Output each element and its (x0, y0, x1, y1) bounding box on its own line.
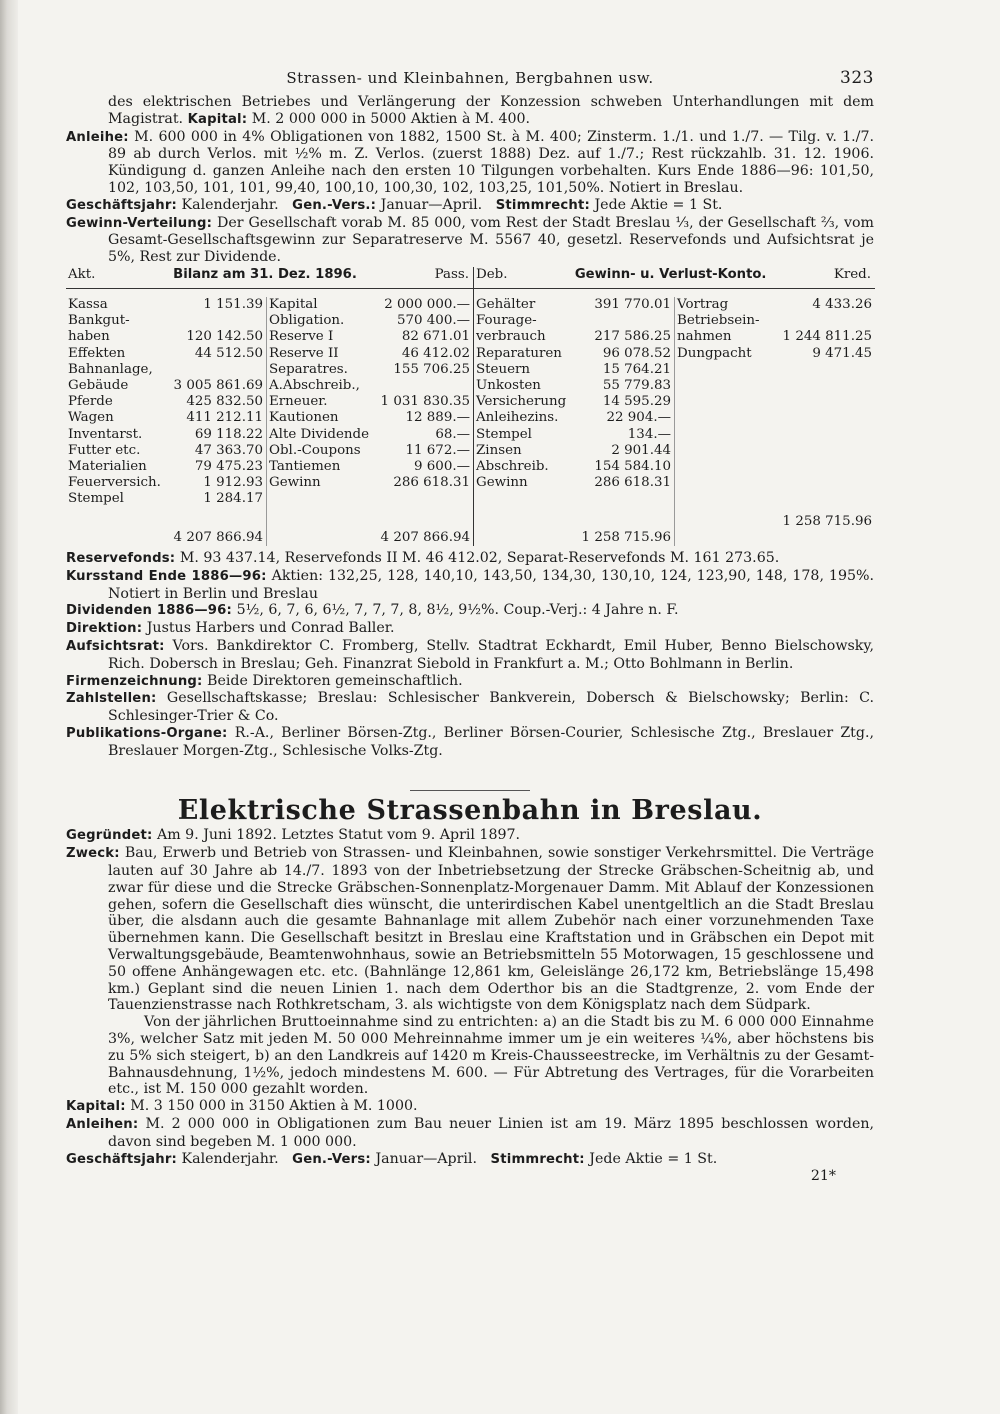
guv-debit-row-label: Anleihezins. (476, 410, 559, 426)
gegruendet-entry (66, 827, 874, 845)
aktiva-row-value: 411 212.11 (186, 410, 263, 426)
anleihe-text: M. 600 000 in 4% Obligationen von 1882, 1500 St. à M. 400; Zinsterm. 1./1. und 1./7. — Tilg. v. 1./7. 89 ab durch Verlos. mit ½% m. Z. Verlos. (zuerst 1888) Dez. auf 1./7.; Rest rückzahlb. 31. 12. 1906. Kündigung d. ganzen Anleihe nach den ersten 10 Tilgungen vorbehalten. Kurs Ende 1886—96: 101,50, 102, 103,50, 101, 101, 99,40, 100,10, 100,30, 102, 103,25, 101,50%. Notiert in Breslau. (108, 128, 874, 196)
firmenzeichnung-label: Firmenzeichnung: (66, 673, 203, 689)
passiva-row-label: Obl.-Coupons (269, 442, 361, 458)
gewinn-verteilung-label: Gewinn-Verteilung: (66, 215, 213, 231)
guv-debit-row (476, 313, 671, 329)
guv-debit-row (476, 297, 671, 313)
aktiva-row (68, 313, 263, 329)
gewinn-verteilung-entry (66, 215, 874, 266)
passiva-row (269, 346, 470, 362)
intro-text: des elektrischen Betriebes und Verlängerung der Konzession schweben Unterhandlungen mit dem Magistrat. (108, 94, 874, 127)
guv-debit-row-value: 15 764.21 (602, 361, 671, 377)
passiva-row-label: Alte Dividende (269, 426, 369, 442)
guv-debit-row-label: Gewinn (476, 475, 528, 491)
publikations-entry (66, 725, 874, 760)
anleihen-label: Anleihen: (66, 1116, 139, 1132)
passiva-row-value: 155 706.25 (393, 361, 470, 377)
passiva-row (269, 427, 470, 443)
anleihen-text: M. 2 000 000 in Obligationen zum Bau neuer Linien ist am 19. März 1895 beschlossen worden, davon sind begeben M. 1 000 000. (108, 1115, 875, 1150)
guv-credit-column (674, 297, 875, 546)
passiva-row-label: Separatres. (269, 361, 348, 377)
guv-debit-row-value: 154 584.10 (594, 459, 671, 474)
guv-debit-row-value: 2 901.44 (611, 442, 671, 458)
reservefonds-entry (66, 550, 874, 568)
guv-credit-row-value: 1 244 811.25 (782, 329, 872, 345)
guv-debit-row (476, 378, 671, 394)
guv-debit-row (476, 410, 671, 426)
passiva-row-label: Reserve II (269, 345, 339, 361)
aktiva-row-label: haben (68, 329, 110, 345)
aktiva-row-label: Bankgut- (68, 313, 130, 329)
aktiva-row-label: Feuerversich. (68, 475, 161, 491)
aktiva-row-label: Futter etc. (68, 442, 141, 458)
aktiva-row (68, 394, 263, 410)
dividenden-entry (66, 602, 874, 620)
guv-debit-row (476, 475, 671, 491)
guv-credit-total: 1 258 715.96 (782, 513, 872, 529)
passiva-row-value: 570 400.— (396, 313, 470, 329)
guv-debit-row-value: 22 904.— (606, 410, 671, 426)
passiva-row-value: 2 000 000.— (384, 296, 470, 312)
passiva-row-label: A.Abschreib., (269, 377, 360, 393)
guv-credit-row-value: 9 471.45 (812, 345, 872, 361)
guv-debit-row (476, 394, 671, 410)
aktiva-row-value: 1 151.39 (203, 296, 263, 312)
guv-debit-row (476, 362, 671, 378)
aktiva-row-value: 47 363.70 (194, 442, 263, 458)
aktiva-row (68, 346, 263, 362)
kursstand-label: Kursstand Ende 1886—96: (66, 568, 267, 584)
zahlstellen-text: Gesellschaftskasse; Breslau: Schlesischer Bankverein, Dobersch & Bielschowsky; Berlin: C. Schlesinger-Trier & Co. (108, 690, 874, 725)
guv-debit-row-label: Unkosten (476, 377, 541, 393)
zweck-paragraph-2: Von der jährlichen Bruttoeinnahme sind zu entrichten: a) an die Stadt bis zu M. 6 000 000 Einnahme 3%, welcher Satz mit jeden M. 50 000 Mehreinnahme immer um je ein weiteres ¼%, aber höchstens bis zu 5% sich steigert, b) an den Landkreis auf 1420 m Kreis-Chausseestrecke, im Verhältnis zu der Gesamt-Bahnausdehnung, 1½%, jedoch mindestens M. 600. — Für Abtretung des Vertrages, für die Vorarbeiten etc., ist M. 150 000 gezahlt worden. (108, 1014, 874, 1098)
aktiva-row-label: Materialien (68, 459, 147, 474)
stimmrecht-label-2: Stimmrecht: (490, 1151, 585, 1167)
guv-credit-label: Kred. (833, 266, 871, 282)
gewinn-verlust-table (474, 267, 875, 546)
passiva-row-label: Kapital (269, 296, 318, 312)
guv-credit-row-label: Dungpacht (677, 345, 752, 361)
aktiva-row (68, 443, 263, 459)
aufsichtsrat-text: Vors. Bankdirektor C. Fromberg, Stellv. Stadtrat Eckhardt, Emil Huber, Benno Bielschowsky, Rich. Dobersch in Breslau; Geh. Finanzrat Siebold in Frankfurt a. M.; Otto Bohlmann in Berlin. (108, 637, 875, 672)
aktiva-row-value: 425 832.50 (186, 394, 263, 410)
zweck-entry (66, 845, 874, 1014)
aktiva-row-value: 3 005 861.69 (173, 377, 263, 393)
bilanz-table (66, 267, 474, 546)
aufsichtsrat-entry (66, 638, 874, 673)
guv-credit-row-value: 4 433.26 (812, 296, 872, 312)
guv-debit-row-label: Zinsen (476, 442, 522, 458)
passiva-row-label: Obligation. (269, 313, 345, 329)
financial-statements (66, 267, 874, 546)
passiva-row-label: Erneuer. (269, 394, 328, 410)
publikations-text: R.-A., Berliner Börsen-Ztg., Berliner Börsen-Courier, Schlesische Ztg., Breslauer Ztg., Breslauer Morgen-Ztg., Schlesische Volks-Ztg. (108, 724, 874, 759)
kapital-text-2: M. 3 150 000 in 3150 Aktien à M. 1000. (130, 1098, 418, 1115)
anleihe-label: Anleihe: (66, 129, 129, 145)
aktiva-row-label: Pferde (68, 394, 113, 410)
passiva-row-value: 12 889.— (405, 410, 470, 426)
reservefonds-label: Reservefonds: (66, 551, 176, 566)
guv-credit-row (677, 313, 872, 329)
stimmrecht-label: Stimmrecht: (495, 197, 590, 213)
passiva-row (269, 378, 470, 394)
passiva-row-value: 11 672.— (405, 442, 470, 458)
kapital-entry (66, 1098, 874, 1116)
gegruendet-text: Am 9. Juni 1892. Letztes Statut vom 9. April 1897. (156, 827, 521, 844)
passiva-row-value: 286 618.31 (393, 475, 470, 491)
passiva-row (269, 297, 470, 313)
passiva-row-value: 46 412.02 (401, 345, 470, 361)
kursstand-entry (66, 568, 874, 603)
guv-credit-row (677, 346, 872, 362)
aktiva-row-label: Bahnanlage, (68, 361, 153, 377)
guv-debit-row-label: Reparaturen (476, 345, 562, 361)
guv-debit-row-value: 134.— (627, 426, 671, 442)
passiva-row-label: Reserve I (269, 329, 334, 345)
genvers-text: Januar—April. (380, 196, 483, 213)
passiva-row (269, 394, 470, 410)
geschaeftsjahr-text-2: Kalenderjahr. (181, 1150, 279, 1167)
bilanz-aktiva-label: Akt. (68, 266, 96, 282)
aktiva-row-label: Wagen (68, 410, 114, 426)
passiva-row (269, 443, 470, 459)
geschaeftsjahr-text: Kalenderjahr. (181, 196, 279, 213)
bilanz-aktiva-column (66, 297, 266, 546)
direktion-label: Direktion: (66, 621, 143, 637)
aktiva-row-value: 1 912.93 (203, 475, 263, 491)
guv-credit-row (677, 297, 872, 313)
bilanz-header (66, 267, 473, 289)
guv-debit-row-label: Steuern (476, 361, 531, 377)
passiva-row (269, 313, 470, 329)
aktiva-row-value: 44 512.50 (194, 345, 263, 361)
geschaeftsjahr-entry (66, 197, 874, 215)
aktiva-row-label: Kassa (68, 296, 108, 312)
aktiva-row (68, 459, 263, 475)
intro-paragraph (66, 94, 874, 129)
passiva-row (269, 459, 470, 475)
dividenden-label: Dividenden 1886—96: (66, 603, 233, 619)
aktiva-row-label: Gebäude (68, 377, 129, 393)
running-title: Strassen- und Kleinbahnen, Bergbahnen usw. (286, 69, 654, 87)
aktiva-row (68, 378, 263, 394)
bilanz-aktiva-total: 4 207 866.94 (173, 529, 263, 545)
passiva-row-value: 1 031 830.35 (380, 394, 470, 410)
page-signature: 21* (810, 1168, 836, 1185)
guv-debit-row-value: 391 770.01 (594, 296, 671, 312)
aktiva-row (68, 362, 263, 378)
kapital-label: Kapital: (187, 111, 248, 127)
aktiva-row-label: Effekten (68, 345, 126, 361)
aktiva-row-value: 1 284.17 (203, 491, 263, 507)
page-binding-edge (0, 0, 18, 1414)
firmenzeichnung-entry (66, 673, 874, 691)
guv-debit-row-label: Fourage- (476, 313, 537, 329)
guv-debit-row-label: Stempel (476, 426, 532, 442)
aktiva-row-value: 69 118.22 (194, 426, 263, 442)
firmenzeichnung-text: Beide Direktoren gemeinschaftlich. (207, 672, 463, 689)
kursstand-text: Aktien: 132,25, 128, 140,10, 143,50, 134,30, 130,10, 124, 123,90, 148, 178, 195%. Notiert in Berlin und Breslau (108, 567, 874, 602)
genvers-text-2: Januar—April. (375, 1150, 477, 1167)
bilanz-passiva-label: Pass. (434, 266, 469, 282)
guv-debit-row (476, 329, 671, 345)
bilanz-passiva-column (266, 297, 473, 546)
zweck-label: Zweck: (66, 846, 120, 862)
gegruendet-label: Gegründet: (66, 828, 153, 844)
passiva-row-value: 9 600.— (414, 459, 470, 474)
geschaeftsjahr-entry-2 (66, 1151, 874, 1169)
bilanz-title: Bilanz am 31. Dez. 1896. (173, 266, 357, 282)
anleihe-entry (66, 129, 874, 197)
aufsichtsrat-label: Aufsichtsrat: (66, 638, 165, 654)
guv-debit-row-value: 217 586.25 (594, 329, 671, 345)
running-header (66, 70, 874, 94)
passiva-row-label: Tantiemen (269, 459, 341, 474)
kapital-text: M. 2 000 000 in 5000 Aktien à M. 400. (251, 110, 531, 127)
zweck-text: Bau, Erwerb und Betrieb von Strassen- und Kleinbahnen, sowie sonstiger Verkehrsmittel. Die Verträge lauten auf 30 Jahre ab 14./7. 1893 von der Inbetriebsetzung der Strecke Gräbschen-Scheitnig ab, und zwar für diese und die Strecke Gräbschen-Sonnenplatz-Morgenauer Damm. Mit Ablauf der Konzessionen gehen, sofern die Gesellschaft dies wünscht, die unterirdischen Kabel unentgeltlich an die Stadt Breslau über, die alsdann auch die gesamte Bahnanlage mit allem Zubehör nach einer vorzunehmenden Taxe übernehmen kann. Die Gesellschaft besitzt in Breslau eine Kraftstation und in Gräbschen ein Depot mit Verwaltungsgebäude, Beamtenwohnhaus, sowie an Betriebsmitteln 55 Motorwagen, 15 geschlossene und 50 offene Anhängewagen etc. etc. (Bahnlänge 12,861 km, Geleislänge 26,172 km, Betriebslänge 15,498 km.) Geplant sind die neuen Linien 1. nach dem Oderthor bis an die Stadtgrenze, 2. vom Ende der Tauenzienstrasse nach Rothkretscham, 3. als wichtigste von dem Königsplatz nach dem Südpark. (108, 845, 874, 1014)
guv-debit-row (476, 346, 671, 362)
stimmrecht-text-2: Jede Aktie = 1 St. (589, 1150, 718, 1167)
document-page (66, 70, 874, 1185)
genvers-label: Gen.-Vers.: (292, 197, 377, 213)
guv-debit-row-value: 14 595.29 (602, 394, 671, 410)
guv-debit-row-value: 286 618.31 (594, 475, 671, 491)
zahlstellen-entry (66, 690, 874, 725)
guv-debit-label: Deb. (476, 266, 508, 282)
guv-debit-row (476, 443, 671, 459)
aktiva-row-value: 120 142.50 (186, 329, 263, 345)
passiva-row-label: Kautionen (269, 410, 339, 426)
guv-credit-row-label: nahmen (677, 329, 732, 345)
genvers-label-2: Gen.-Vers: (292, 1151, 371, 1167)
passiva-row (269, 475, 470, 491)
geschaeftsjahr-label-2: Geschäftsjahr: (66, 1151, 177, 1167)
dividenden-text: 5½, 6, 7, 6, 6½, 7, 7, 7, 8, 8½, 9½%. Coup.-Verj.: 4 Jahre n. F. (236, 602, 679, 619)
aktiva-row (68, 410, 263, 426)
aktiva-row-label: Stempel (68, 491, 124, 507)
passiva-row (269, 329, 470, 345)
direktion-text: Justus Harbers und Conrad Baller. (146, 620, 395, 637)
anleihen-entry (66, 1116, 874, 1151)
aktiva-row (68, 491, 263, 507)
passiva-row-label: Gewinn (269, 475, 321, 491)
aktiva-row (68, 427, 263, 443)
guv-debit-row (476, 427, 671, 443)
stimmrecht-text: Jede Aktie = 1 St. (594, 196, 723, 213)
aktiva-row (68, 475, 263, 491)
aktiva-row (68, 297, 263, 313)
geschaeftsjahr-label: Geschäftsjahr: (66, 197, 177, 213)
guv-debit-row-label: Versicherung (476, 394, 567, 410)
aktiva-row (68, 329, 263, 345)
aktiva-row-label: Inventarst. (68, 426, 143, 442)
passiva-row (269, 362, 470, 378)
reservefonds-text: M. 93 437.14, Reservefonds II M. 46 412.02, Separat-Reservefonds M. 161 273.65. (179, 550, 780, 566)
passiva-row (269, 410, 470, 426)
kapital-label-2: Kapital: (66, 1099, 126, 1115)
guv-debit-row-value: 96 078.52 (602, 345, 671, 361)
guv-header (474, 267, 875, 289)
guv-debit-row (476, 459, 671, 475)
guv-credit-row (677, 329, 872, 345)
guv-debit-row-label: Gehälter (476, 296, 536, 312)
guv-debit-column (474, 297, 674, 546)
zahlstellen-label: Zahlstellen: (66, 691, 157, 707)
passiva-row-value: 82 671.01 (401, 329, 470, 345)
direktion-entry (66, 620, 874, 638)
guv-credit-row-label: Vortrag (677, 296, 729, 312)
guv-credit-row-label: Betriebsein- (677, 313, 760, 329)
aktiva-row-value: 79 475.23 (194, 459, 263, 474)
guv-debit-total: 1 258 715.96 (581, 529, 671, 545)
bilanz-passiva-total: 4 207 866.94 (380, 529, 470, 545)
section-title: Elektrische Strassenbahn in Breslau. (177, 794, 763, 826)
page-number: 323 (840, 68, 874, 88)
guv-debit-row-value: 55 779.83 (602, 377, 671, 393)
section-divider (410, 790, 530, 791)
passiva-row-value: 68.— (435, 426, 470, 442)
guv-title: Gewinn- u. Verlust-Konto. (574, 266, 767, 282)
gewinn-verteilung-text: Der Gesellschaft vorab M. 85 000, vom Rest der Stadt Breslau ⅓, der Gesellschaft ⅔, vom Gesamt-Gesellschaftsgewinn zur Separatreserve M. 5567 40, gesetzl. Reservefonds und Aufsichtsrat je 5%, Rest zur Dividende. (108, 214, 874, 266)
publikations-label: Publikations-Organe: (66, 725, 228, 741)
guv-debit-row-label: Abschreib. (476, 459, 549, 474)
guv-debit-row-label: verbrauch (476, 329, 546, 345)
